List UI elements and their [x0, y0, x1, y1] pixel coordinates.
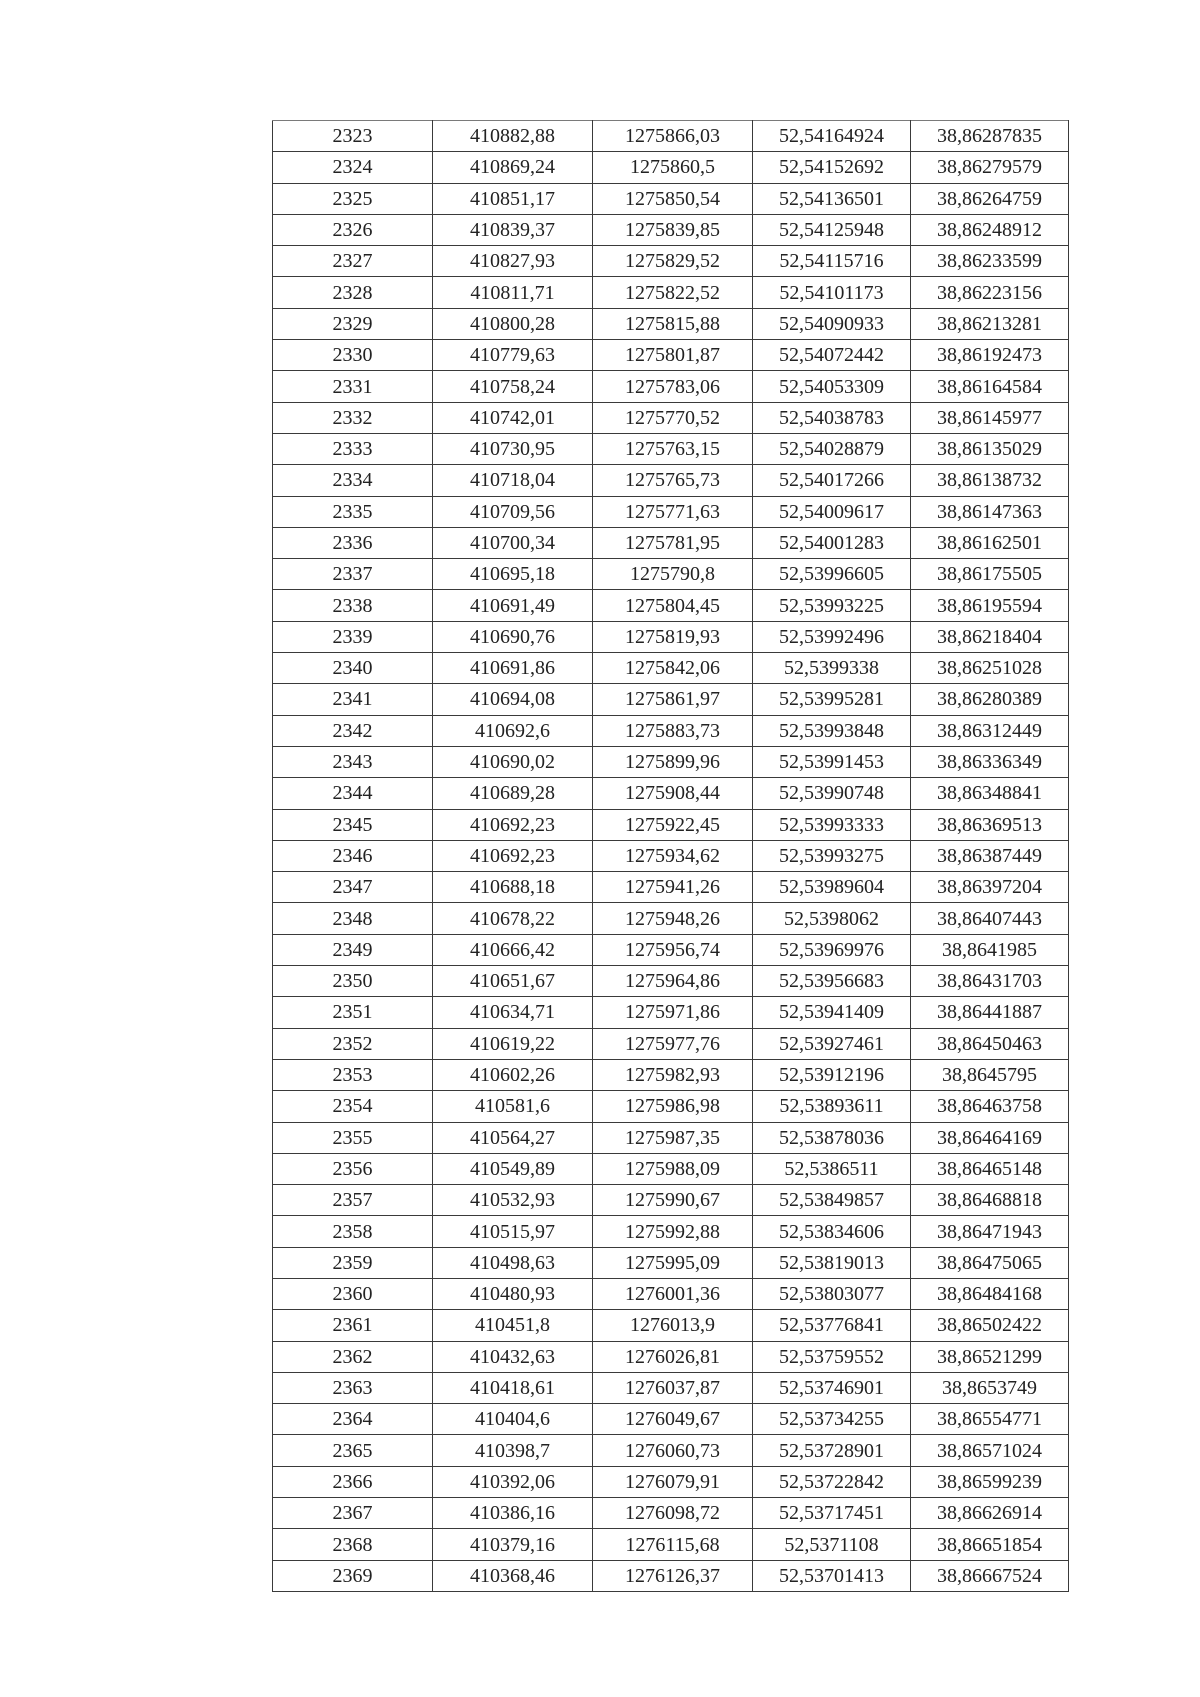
table-row — [273, 1247, 1069, 1278]
table-row — [273, 1529, 1069, 1560]
y-coordinate-cell: 1275908,44 — [593, 778, 753, 809]
longitude-cell: 38,86147363 — [911, 496, 1069, 527]
latitude-cell: 52,53734255 — [753, 1404, 911, 1435]
point-number-cell: 2368 — [273, 1529, 433, 1560]
x-coordinate-cell: 410634,71 — [433, 997, 593, 1028]
table-row — [273, 746, 1069, 777]
longitude-cell: 38,8641985 — [911, 934, 1069, 965]
point-number-cell: 2348 — [273, 903, 433, 934]
table-row — [273, 1372, 1069, 1403]
latitude-cell: 52,54090933 — [753, 308, 911, 339]
latitude-cell: 52,53993275 — [753, 840, 911, 871]
point-number-cell: 2353 — [273, 1059, 433, 1090]
y-coordinate-cell: 1275987,35 — [593, 1122, 753, 1153]
point-number-cell: 2335 — [273, 496, 433, 527]
longitude-cell: 38,86468818 — [911, 1185, 1069, 1216]
table-row — [273, 1122, 1069, 1153]
x-coordinate-cell: 410549,89 — [433, 1153, 593, 1184]
y-coordinate-cell: 1275822,52 — [593, 277, 753, 308]
y-coordinate-cell: 1275941,26 — [593, 872, 753, 903]
x-coordinate-cell: 410515,97 — [433, 1216, 593, 1247]
y-coordinate-cell: 1275765,73 — [593, 465, 753, 496]
y-coordinate-cell: 1276060,73 — [593, 1435, 753, 1466]
latitude-cell: 52,54038783 — [753, 402, 911, 433]
longitude-cell: 38,86192473 — [911, 340, 1069, 371]
x-coordinate-cell: 410709,56 — [433, 496, 593, 527]
y-coordinate-cell: 1275995,09 — [593, 1247, 753, 1278]
x-coordinate-cell: 410379,16 — [433, 1529, 593, 1560]
table-row — [273, 715, 1069, 746]
y-coordinate-cell: 1276098,72 — [593, 1498, 753, 1529]
longitude-cell: 38,86280389 — [911, 684, 1069, 715]
x-coordinate-cell: 410581,6 — [433, 1091, 593, 1122]
point-number-cell: 2360 — [273, 1278, 433, 1309]
table-row — [273, 1153, 1069, 1184]
table-row — [273, 433, 1069, 464]
y-coordinate-cell: 1275982,93 — [593, 1059, 753, 1090]
x-coordinate-cell: 410800,28 — [433, 308, 593, 339]
y-coordinate-cell: 1275861,97 — [593, 684, 753, 715]
y-coordinate-cell: 1275770,52 — [593, 402, 753, 433]
longitude-cell: 38,86162501 — [911, 527, 1069, 558]
table-row — [273, 684, 1069, 715]
y-coordinate-cell: 1276013,9 — [593, 1310, 753, 1341]
longitude-cell: 38,86475065 — [911, 1247, 1069, 1278]
x-coordinate-cell: 410694,08 — [433, 684, 593, 715]
x-coordinate-cell: 410730,95 — [433, 433, 593, 464]
latitude-cell: 52,53927461 — [753, 1028, 911, 1059]
point-number-cell: 2366 — [273, 1466, 433, 1497]
point-number-cell: 2343 — [273, 746, 433, 777]
table-row — [273, 903, 1069, 934]
latitude-cell: 52,53990748 — [753, 778, 911, 809]
point-number-cell: 2326 — [273, 214, 433, 245]
latitude-cell: 52,53819013 — [753, 1247, 911, 1278]
x-coordinate-cell: 410692,23 — [433, 840, 593, 871]
longitude-cell: 38,86387449 — [911, 840, 1069, 871]
point-number-cell: 2338 — [273, 590, 433, 621]
longitude-cell: 38,86397204 — [911, 872, 1069, 903]
longitude-cell: 38,86218404 — [911, 621, 1069, 652]
x-coordinate-cell: 410398,7 — [433, 1435, 593, 1466]
x-coordinate-cell: 410480,93 — [433, 1278, 593, 1309]
table-row — [273, 1185, 1069, 1216]
latitude-cell: 52,54136501 — [753, 183, 911, 214]
point-number-cell: 2332 — [273, 402, 433, 433]
point-number-cell: 2342 — [273, 715, 433, 746]
longitude-cell: 38,86465148 — [911, 1153, 1069, 1184]
y-coordinate-cell: 1275977,76 — [593, 1028, 753, 1059]
latitude-cell: 52,54009617 — [753, 496, 911, 527]
point-number-cell: 2323 — [273, 121, 433, 152]
point-number-cell: 2328 — [273, 277, 433, 308]
table-row — [273, 1498, 1069, 1529]
x-coordinate-cell: 410602,26 — [433, 1059, 593, 1090]
y-coordinate-cell: 1275829,52 — [593, 246, 753, 277]
point-number-cell: 2336 — [273, 527, 433, 558]
latitude-cell: 52,53995281 — [753, 684, 911, 715]
table-row — [273, 121, 1069, 152]
table-row — [273, 1341, 1069, 1372]
coordinate-table-body — [273, 121, 1069, 1592]
table-row — [273, 183, 1069, 214]
x-coordinate-cell: 410839,37 — [433, 214, 593, 245]
longitude-cell: 38,86164584 — [911, 371, 1069, 402]
table-row — [273, 308, 1069, 339]
table-row — [273, 465, 1069, 496]
y-coordinate-cell: 1276049,67 — [593, 1404, 753, 1435]
latitude-cell: 52,53746901 — [753, 1372, 911, 1403]
y-coordinate-cell: 1275922,45 — [593, 809, 753, 840]
latitude-cell: 52,53834606 — [753, 1216, 911, 1247]
point-number-cell: 2325 — [273, 183, 433, 214]
table-row — [273, 966, 1069, 997]
point-number-cell: 2347 — [273, 872, 433, 903]
latitude-cell: 52,53893611 — [753, 1091, 911, 1122]
x-coordinate-cell: 410851,17 — [433, 183, 593, 214]
longitude-cell: 38,86450463 — [911, 1028, 1069, 1059]
latitude-cell: 52,53993333 — [753, 809, 911, 840]
x-coordinate-cell: 410451,8 — [433, 1310, 593, 1341]
latitude-cell: 52,5399338 — [753, 653, 911, 684]
latitude-cell: 52,53701413 — [753, 1560, 911, 1591]
x-coordinate-cell: 410691,49 — [433, 590, 593, 621]
longitude-cell: 38,86599239 — [911, 1466, 1069, 1497]
latitude-cell: 52,54101173 — [753, 277, 911, 308]
x-coordinate-cell: 410432,63 — [433, 1341, 593, 1372]
latitude-cell: 52,5398062 — [753, 903, 911, 934]
table-row — [273, 1059, 1069, 1090]
table-row — [273, 1560, 1069, 1591]
longitude-cell: 38,8653749 — [911, 1372, 1069, 1403]
point-number-cell: 2369 — [273, 1560, 433, 1591]
y-coordinate-cell: 1275990,67 — [593, 1185, 753, 1216]
table-row — [273, 1466, 1069, 1497]
table-row — [273, 559, 1069, 590]
x-coordinate-cell: 410651,67 — [433, 966, 593, 997]
y-coordinate-cell: 1275801,87 — [593, 340, 753, 371]
x-coordinate-cell: 410678,22 — [433, 903, 593, 934]
latitude-cell: 52,5371108 — [753, 1529, 911, 1560]
point-number-cell: 2340 — [273, 653, 433, 684]
point-number-cell: 2339 — [273, 621, 433, 652]
table-row — [273, 402, 1069, 433]
table-row — [273, 214, 1069, 245]
x-coordinate-cell: 410700,34 — [433, 527, 593, 558]
x-coordinate-cell: 410418,61 — [433, 1372, 593, 1403]
y-coordinate-cell: 1276079,91 — [593, 1466, 753, 1497]
x-coordinate-cell: 410532,93 — [433, 1185, 593, 1216]
longitude-cell: 38,86233599 — [911, 246, 1069, 277]
point-number-cell: 2341 — [273, 684, 433, 715]
x-coordinate-cell: 410498,63 — [433, 1247, 593, 1278]
point-number-cell: 2330 — [273, 340, 433, 371]
table-row — [273, 246, 1069, 277]
y-coordinate-cell: 1275948,26 — [593, 903, 753, 934]
y-coordinate-cell: 1275815,88 — [593, 308, 753, 339]
x-coordinate-cell: 410718,04 — [433, 465, 593, 496]
point-number-cell: 2324 — [273, 152, 433, 183]
x-coordinate-cell: 410692,23 — [433, 809, 593, 840]
longitude-cell: 38,86287835 — [911, 121, 1069, 152]
longitude-cell: 38,86484168 — [911, 1278, 1069, 1309]
latitude-cell: 52,53991453 — [753, 746, 911, 777]
latitude-cell: 52,53912196 — [753, 1059, 911, 1090]
point-number-cell: 2334 — [273, 465, 433, 496]
latitude-cell: 52,53993848 — [753, 715, 911, 746]
y-coordinate-cell: 1275850,54 — [593, 183, 753, 214]
y-coordinate-cell: 1275986,98 — [593, 1091, 753, 1122]
longitude-cell: 38,86248912 — [911, 214, 1069, 245]
x-coordinate-cell: 410690,02 — [433, 746, 593, 777]
x-coordinate-cell: 410666,42 — [433, 934, 593, 965]
longitude-cell: 38,86145977 — [911, 402, 1069, 433]
point-number-cell: 2363 — [273, 1372, 433, 1403]
table-row — [273, 1028, 1069, 1059]
longitude-cell: 38,86369513 — [911, 809, 1069, 840]
table-row — [273, 872, 1069, 903]
latitude-cell: 52,53728901 — [753, 1435, 911, 1466]
point-number-cell: 2367 — [273, 1498, 433, 1529]
latitude-cell: 52,53989604 — [753, 872, 911, 903]
y-coordinate-cell: 1275964,86 — [593, 966, 753, 997]
table-row — [273, 997, 1069, 1028]
table-row — [273, 1216, 1069, 1247]
table-row — [273, 840, 1069, 871]
point-number-cell: 2337 — [273, 559, 433, 590]
y-coordinate-cell: 1275804,45 — [593, 590, 753, 621]
table-row — [273, 934, 1069, 965]
longitude-cell: 38,86251028 — [911, 653, 1069, 684]
longitude-cell: 38,86502422 — [911, 1310, 1069, 1341]
latitude-cell: 52,54125948 — [753, 214, 911, 245]
table-row — [273, 277, 1069, 308]
longitude-cell: 38,86279579 — [911, 152, 1069, 183]
longitude-cell: 38,86626914 — [911, 1498, 1069, 1529]
x-coordinate-cell: 410689,28 — [433, 778, 593, 809]
point-number-cell: 2362 — [273, 1341, 433, 1372]
x-coordinate-cell: 410386,16 — [433, 1498, 593, 1529]
latitude-cell: 52,53941409 — [753, 997, 911, 1028]
point-number-cell: 2356 — [273, 1153, 433, 1184]
y-coordinate-cell: 1275790,8 — [593, 559, 753, 590]
longitude-cell: 38,86431703 — [911, 966, 1069, 997]
longitude-cell: 38,86554771 — [911, 1404, 1069, 1435]
latitude-cell: 52,53993225 — [753, 590, 911, 621]
latitude-cell: 52,5386511 — [753, 1153, 911, 1184]
longitude-cell: 38,86135029 — [911, 433, 1069, 464]
coordinate-table — [272, 120, 1069, 1592]
table-row — [273, 1091, 1069, 1122]
x-coordinate-cell: 410695,18 — [433, 559, 593, 590]
longitude-cell: 38,8645795 — [911, 1059, 1069, 1090]
point-number-cell: 2357 — [273, 1185, 433, 1216]
table-row — [273, 1404, 1069, 1435]
x-coordinate-cell: 410758,24 — [433, 371, 593, 402]
point-number-cell: 2365 — [273, 1435, 433, 1466]
point-number-cell: 2350 — [273, 966, 433, 997]
y-coordinate-cell: 1275819,93 — [593, 621, 753, 652]
latitude-cell: 52,53878036 — [753, 1122, 911, 1153]
longitude-cell: 38,86651854 — [911, 1529, 1069, 1560]
y-coordinate-cell: 1275956,74 — [593, 934, 753, 965]
latitude-cell: 52,54053309 — [753, 371, 911, 402]
longitude-cell: 38,86223156 — [911, 277, 1069, 308]
latitude-cell: 52,54164924 — [753, 121, 911, 152]
latitude-cell: 52,53996605 — [753, 559, 911, 590]
y-coordinate-cell: 1275763,15 — [593, 433, 753, 464]
y-coordinate-cell: 1275842,06 — [593, 653, 753, 684]
latitude-cell: 52,54115716 — [753, 246, 911, 277]
latitude-cell: 52,54017266 — [753, 465, 911, 496]
x-coordinate-cell: 410779,63 — [433, 340, 593, 371]
table-row — [273, 152, 1069, 183]
longitude-cell: 38,86521299 — [911, 1341, 1069, 1372]
y-coordinate-cell: 1276115,68 — [593, 1529, 753, 1560]
x-coordinate-cell: 410392,06 — [433, 1466, 593, 1497]
table-row — [273, 590, 1069, 621]
point-number-cell: 2331 — [273, 371, 433, 402]
longitude-cell: 38,86571024 — [911, 1435, 1069, 1466]
y-coordinate-cell: 1275771,63 — [593, 496, 753, 527]
longitude-cell: 38,86407443 — [911, 903, 1069, 934]
latitude-cell: 52,53992496 — [753, 621, 911, 652]
point-number-cell: 2349 — [273, 934, 433, 965]
latitude-cell: 52,53969976 — [753, 934, 911, 965]
x-coordinate-cell: 410404,6 — [433, 1404, 593, 1435]
x-coordinate-cell: 410811,71 — [433, 277, 593, 308]
point-number-cell: 2345 — [273, 809, 433, 840]
x-coordinate-cell: 410692,6 — [433, 715, 593, 746]
table-row — [273, 653, 1069, 684]
latitude-cell: 52,53717451 — [753, 1498, 911, 1529]
y-coordinate-cell: 1275899,96 — [593, 746, 753, 777]
point-number-cell: 2344 — [273, 778, 433, 809]
latitude-cell: 52,53803077 — [753, 1278, 911, 1309]
table-row — [273, 809, 1069, 840]
point-number-cell: 2361 — [273, 1310, 433, 1341]
longitude-cell: 38,86336349 — [911, 746, 1069, 777]
table-row — [273, 496, 1069, 527]
table-row — [273, 1278, 1069, 1309]
table-row — [273, 1435, 1069, 1466]
longitude-cell: 38,86471943 — [911, 1216, 1069, 1247]
x-coordinate-cell: 410564,27 — [433, 1122, 593, 1153]
y-coordinate-cell: 1275839,85 — [593, 214, 753, 245]
point-number-cell: 2352 — [273, 1028, 433, 1059]
y-coordinate-cell: 1275992,88 — [593, 1216, 753, 1247]
x-coordinate-cell: 410619,22 — [433, 1028, 593, 1059]
longitude-cell: 38,86667524 — [911, 1560, 1069, 1591]
x-coordinate-cell: 410827,93 — [433, 246, 593, 277]
point-number-cell: 2364 — [273, 1404, 433, 1435]
y-coordinate-cell: 1275971,86 — [593, 997, 753, 1028]
y-coordinate-cell: 1276126,37 — [593, 1560, 753, 1591]
latitude-cell: 52,54152692 — [753, 152, 911, 183]
y-coordinate-cell: 1276001,36 — [593, 1278, 753, 1309]
longitude-cell: 38,86441887 — [911, 997, 1069, 1028]
table-row — [273, 527, 1069, 558]
longitude-cell: 38,86348841 — [911, 778, 1069, 809]
table-row — [273, 778, 1069, 809]
longitude-cell: 38,86463758 — [911, 1091, 1069, 1122]
point-number-cell: 2359 — [273, 1247, 433, 1278]
longitude-cell: 38,86312449 — [911, 715, 1069, 746]
x-coordinate-cell: 410690,76 — [433, 621, 593, 652]
point-number-cell: 2354 — [273, 1091, 433, 1122]
longitude-cell: 38,86195594 — [911, 590, 1069, 621]
y-coordinate-cell: 1275866,03 — [593, 121, 753, 152]
y-coordinate-cell: 1275781,95 — [593, 527, 753, 558]
latitude-cell: 52,54028879 — [753, 433, 911, 464]
x-coordinate-cell: 410368,46 — [433, 1560, 593, 1591]
longitude-cell: 38,86464169 — [911, 1122, 1069, 1153]
latitude-cell: 52,53956683 — [753, 966, 911, 997]
x-coordinate-cell: 410869,24 — [433, 152, 593, 183]
x-coordinate-cell: 410882,88 — [433, 121, 593, 152]
x-coordinate-cell: 410688,18 — [433, 872, 593, 903]
latitude-cell: 52,53849857 — [753, 1185, 911, 1216]
y-coordinate-cell: 1275783,06 — [593, 371, 753, 402]
longitude-cell: 38,86138732 — [911, 465, 1069, 496]
latitude-cell: 52,54001283 — [753, 527, 911, 558]
point-number-cell: 2333 — [273, 433, 433, 464]
point-number-cell: 2358 — [273, 1216, 433, 1247]
x-coordinate-cell: 410691,86 — [433, 653, 593, 684]
point-number-cell: 2329 — [273, 308, 433, 339]
x-coordinate-cell: 410742,01 — [433, 402, 593, 433]
y-coordinate-cell: 1275934,62 — [593, 840, 753, 871]
table-row — [273, 621, 1069, 652]
latitude-cell: 52,53759552 — [753, 1341, 911, 1372]
table-row — [273, 1310, 1069, 1341]
y-coordinate-cell: 1276026,81 — [593, 1341, 753, 1372]
point-number-cell: 2346 — [273, 840, 433, 871]
latitude-cell: 52,53722842 — [753, 1466, 911, 1497]
latitude-cell: 52,54072442 — [753, 340, 911, 371]
longitude-cell: 38,86175505 — [911, 559, 1069, 590]
point-number-cell: 2355 — [273, 1122, 433, 1153]
point-number-cell: 2327 — [273, 246, 433, 277]
point-number-cell: 2351 — [273, 997, 433, 1028]
table-row — [273, 371, 1069, 402]
y-coordinate-cell: 1275988,09 — [593, 1153, 753, 1184]
longitude-cell: 38,86213281 — [911, 308, 1069, 339]
table-row — [273, 340, 1069, 371]
y-coordinate-cell: 1275883,73 — [593, 715, 753, 746]
latitude-cell: 52,53776841 — [753, 1310, 911, 1341]
y-coordinate-cell: 1276037,87 — [593, 1372, 753, 1403]
y-coordinate-cell: 1275860,5 — [593, 152, 753, 183]
longitude-cell: 38,86264759 — [911, 183, 1069, 214]
